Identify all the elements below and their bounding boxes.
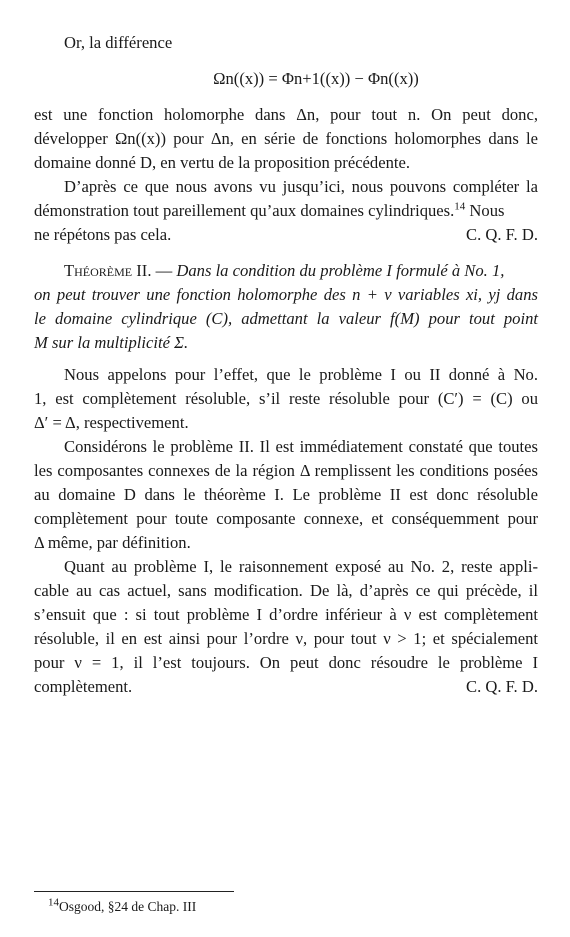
p4-line3: au domaine D dans le théorème I. Le problème II est donc résoluble	[34, 485, 538, 504]
spacer	[34, 355, 538, 363]
p5-line5: pour ν = 1, il l’est toujours. On peut donc résoudre le problème I	[34, 653, 538, 672]
theorem-text: Dans la condition du problème I formulé à No. 1,	[176, 261, 505, 280]
p1-line1: Or, la différence	[64, 33, 173, 52]
p4-line1: Considérons le problème II. Il est immédiatement constaté que toutes	[64, 437, 538, 456]
footnote-ref: 14	[454, 200, 466, 213]
p4-line5: Δ même, par définition.	[34, 533, 191, 552]
footnote-mark: 14	[48, 896, 59, 909]
p2-line2	[34, 199, 538, 223]
footnote	[48, 896, 197, 915]
p5-line2: cable au cas actuel, sans modification. De là, d’après ce qui précède, il	[34, 581, 538, 600]
theorem-line1	[34, 259, 538, 283]
p1-line3: développer Ωn((x)) pour Δn, en série de fonctions holomorphes dans le	[34, 129, 538, 148]
p5-line6	[34, 675, 538, 699]
p3-line2: 1, est complètement résoluble, s’il reste résoluble pour (C′) = (C) ou	[34, 389, 538, 408]
p1-line4: domaine donné D, en vertu de la proposition précédente.	[34, 153, 411, 172]
p2-line1: D’après ce que nous avons vu jusqu’ici, nous pouvons compléter la	[64, 177, 538, 196]
p2-line2-text: démonstration tout pareillement qu’aux domaines cylindriques.	[34, 201, 455, 220]
spacer	[34, 247, 538, 259]
p2-line3	[34, 223, 538, 247]
theorem-line2: on peut trouver une fonction holomorphe des n + ν variables xi, yj dans	[34, 285, 538, 304]
body-text	[34, 31, 538, 699]
qed-mark: C. Q. F. D.	[466, 677, 538, 696]
footnote-text: Osgood, §24 de Chap. III	[59, 899, 197, 914]
p3-line1: Nous appelons pour l’effet, que le problème I ou II donné à No.	[64, 365, 538, 384]
p5-line4: résoluble, il en est ainsi pour l’ordre ν, pour tout ν > 1; et spécialement	[34, 629, 538, 648]
p1-line2: est une fonction holomorphe dans Δn, pour tout n. On peut donc,	[34, 105, 538, 124]
p2-line2-tail: Nous	[465, 201, 505, 220]
p5-line6-text: complètement.	[34, 677, 133, 696]
qed-mark: C. Q. F. D.	[466, 225, 538, 244]
p5-line3: s’ensuit que : si tout problème I d’ordre inférieur à ν est complètement	[34, 605, 538, 624]
footnote-rule	[34, 891, 234, 892]
p3-line3: Δ′ = Δ, respectivement.	[34, 413, 189, 432]
theorem-heading: Théorème II. —	[64, 261, 173, 280]
p5-line1: Quant au problème I, le raisonnement exposé au No. 2, reste appli-	[64, 557, 538, 576]
display-equation: Ωn((x)) = Φn+1((x)) − Φn((x))	[213, 69, 419, 88]
p4-line2: les composantes connexes de la région Δ remplissent les conditions posées	[34, 461, 538, 480]
theorem-line4: M sur la multiplicité Σ.	[34, 333, 189, 352]
theorem-line3: le domaine cylindrique (C), admettant la valeur f(M) pour tout point	[34, 309, 538, 328]
p2-line3-text: ne répétons pas cela.	[34, 225, 172, 244]
p4-line4: complètement pour toute composante connexe, et conséquemment pour	[34, 509, 538, 528]
